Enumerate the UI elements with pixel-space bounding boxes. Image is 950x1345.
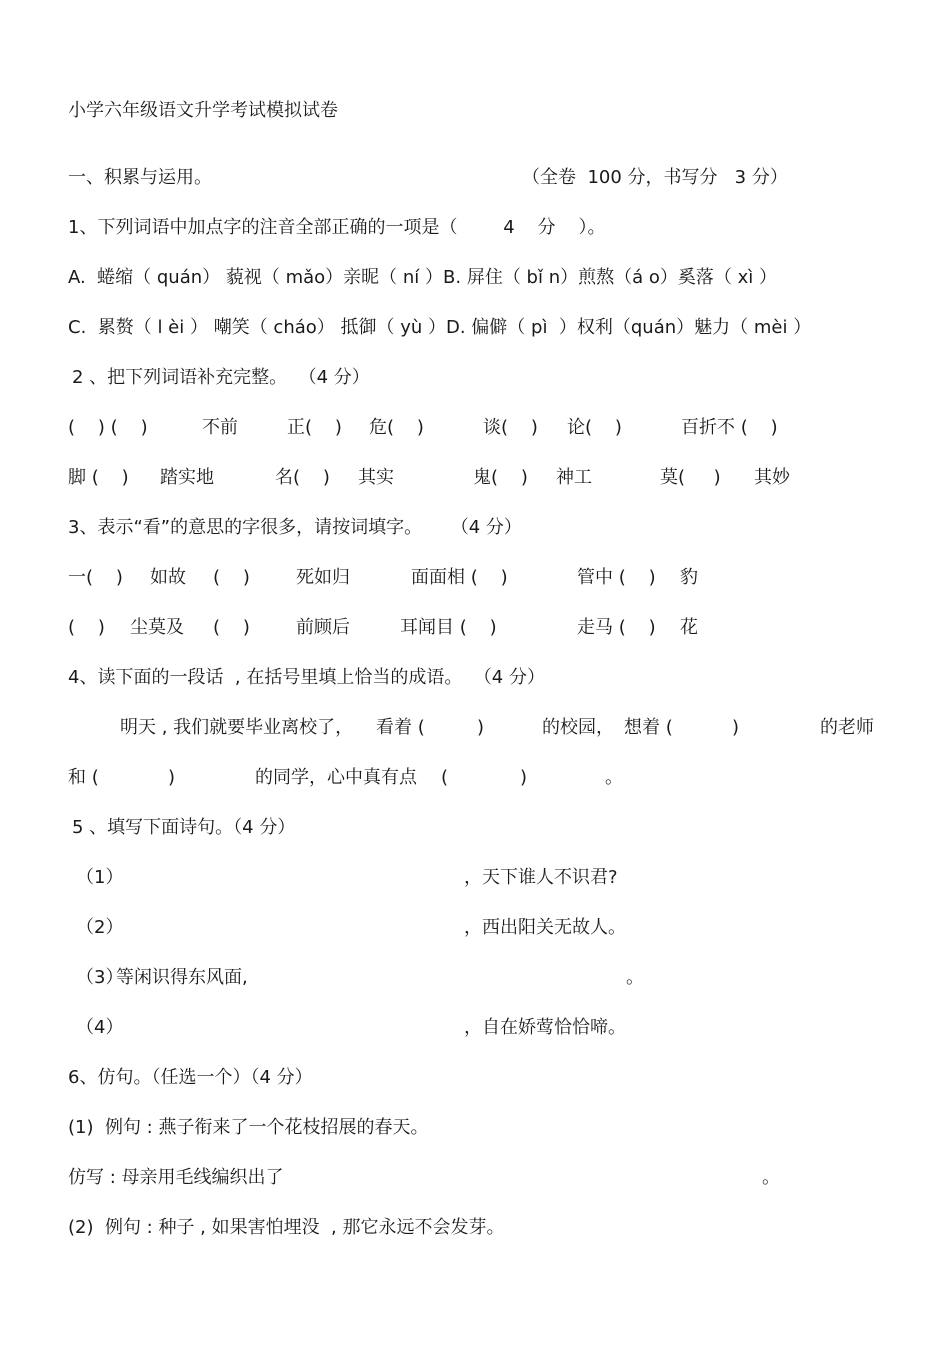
poem-line-text: ，天下谁人不识君? <box>464 867 618 888</box>
fill-item: 其实 <box>358 467 394 488</box>
fill-item: 一( ) <box>68 567 123 588</box>
poem-line-text: ，西出阳关无故人。 <box>464 917 626 938</box>
fill-item: 正( ) <box>287 417 342 438</box>
fill-item: 百折不 ( ) <box>681 417 778 438</box>
fill-item: 耳闻目 ( ) <box>400 617 497 638</box>
fill-item: ( ) <box>68 617 105 638</box>
fill-item: 前顾后 <box>296 617 350 638</box>
poem-line-end: 。 <box>626 967 644 988</box>
question-1-option-ab: A. 蜷缩（ quán） 藐视（ mǎo）亲昵（ ní ）B. 屏住（ bǐ n）煎熬（á o）奚落（ xì ） <box>68 267 777 288</box>
fill-item: 不前 <box>202 417 238 438</box>
poem-line-text: 等闲识得东风面, <box>116 967 248 988</box>
passage-text: 。 <box>605 767 623 788</box>
fill-item: 花 <box>680 617 698 638</box>
passage-text: 和 ( <box>68 767 99 788</box>
fill-item: 踏实地 <box>160 467 214 488</box>
poem-line-number: （2） <box>76 917 124 938</box>
section-heading: 一、积累与运用。 <box>68 167 212 188</box>
passage-text: ( <box>441 767 449 788</box>
fill-item: ( ) <box>213 567 250 588</box>
question-1-option-cd: C. 累赘（ l èi ） 嘲笑（ cháo） 抵御（ yù ）D. 偏僻（ pì ）权利（quán）魅力（ mèi ） <box>68 317 812 338</box>
fill-item: ( ) ( ) <box>68 417 148 438</box>
question-2-stem: 2 、把下列词语补充完整。 （4 分） <box>72 367 370 388</box>
poem-line-number: （3） <box>76 967 124 988</box>
question-4-stem: 4、读下面的一段话 , 在括号里填上恰当的成语。 （4 分） <box>68 667 545 688</box>
fill-item: 鬼( ) <box>473 467 528 488</box>
passage-text: ) <box>477 717 485 738</box>
fill-item: ( ) <box>213 617 250 638</box>
fill-item: 管中 ( ) <box>577 567 656 588</box>
passage-text: ) <box>732 717 740 738</box>
passage-text: 看着 ( <box>376 717 425 738</box>
example-sentence-2: (2) 例句 : 种子 , 如果害怕埋没 , 那它永远不会发芽。 <box>68 1217 505 1238</box>
fill-item: 尘莫及 <box>130 617 184 638</box>
fill-item: 论( ) <box>567 417 622 438</box>
passage-text: 的校园， <box>542 717 614 738</box>
fill-item: 谈( ) <box>483 417 538 438</box>
fill-item: 死如归 <box>296 567 350 588</box>
page-title: 小学六年级语文升学考试模拟试卷 <box>68 100 338 121</box>
fill-item: 神工 <box>556 467 592 488</box>
passage-text: ) <box>168 767 176 788</box>
fill-item: 莫( ) <box>660 467 721 488</box>
example-sentence-1: (1) 例句 : 燕子衔来了一个花枝招展的春天。 <box>68 1117 429 1138</box>
score-note: （全卷 100 分，书写分 3 分） <box>522 167 788 188</box>
passage-text: 想着 ( <box>624 717 673 738</box>
question-1-stem: 1、下列词语中加点字的注音全部正确的一项是（ 4 分 ）。 <box>68 217 606 238</box>
passage-text: 明天 , 我们就要毕业离校了， <box>120 717 354 738</box>
fill-item: 危( ) <box>369 417 424 438</box>
fill-item: 如故 <box>150 567 186 588</box>
question-6-stem: 6、仿句。（任选一个）（4 分） <box>68 1067 313 1088</box>
poem-line-number: （4） <box>76 1017 124 1038</box>
question-5-stem: 5 、填写下面诗句。（4 分） <box>72 817 296 838</box>
imitate-prompt: 仿写 : 母亲用毛线编织出了 <box>68 1167 284 1188</box>
poem-line-text: ，自在娇莺恰恰啼。 <box>464 1017 626 1038</box>
fill-item: 走马 ( ) <box>577 617 656 638</box>
poem-line-number: （1） <box>76 867 124 888</box>
fill-item: 面面相 ( ) <box>411 567 508 588</box>
fill-item: 豹 <box>680 567 698 588</box>
question-3-stem: 3、表示“看”的意思的字很多，请按词填字。 （4 分） <box>68 517 522 538</box>
imitate-end: 。 <box>762 1167 780 1188</box>
fill-item: 其妙 <box>754 467 790 488</box>
passage-text: 的老师 <box>820 717 874 738</box>
passage-text: ) <box>520 767 528 788</box>
fill-item: 名( ) <box>275 467 330 488</box>
passage-text: 的同学，心中真有点 <box>255 767 417 788</box>
fill-item: 脚 ( ) <box>68 467 129 488</box>
